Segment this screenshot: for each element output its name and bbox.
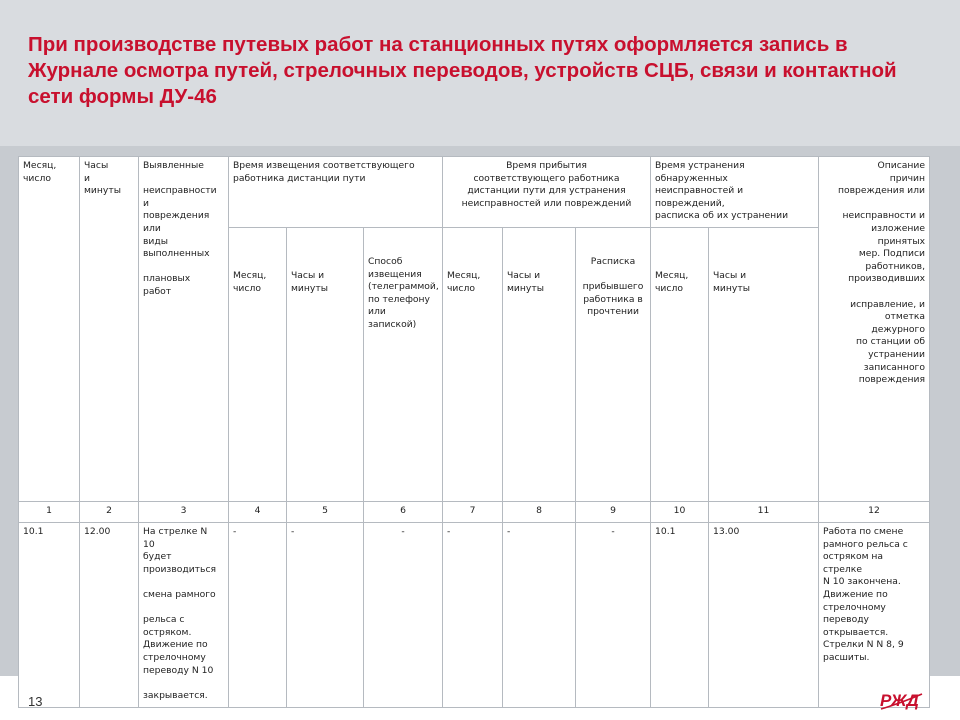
column-number: 3 [139,502,229,523]
cell-hours: 12.00 [80,523,139,708]
column-number: 12 [819,502,930,523]
header-month-day: Месяц, число [19,157,80,502]
header-fix-time: Время устранения обнаруженных неисправностей и повреждений, расписка об их устранении [651,157,819,228]
cell-description: На стрелке N 10 будет производиться смена рамного рельса с остряком. Движение по стрелочному переводу N 10 закрывается. [139,523,229,708]
subheader-receipt: Расписка прибывшего работника в прочтении [576,228,651,502]
subheader-month: Месяц, число [229,228,287,502]
column-numbers-row [19,502,930,523]
subheader-method: Способ извещения (телеграммой, по телефону или запиской) [364,228,443,502]
cell-arrival-month: - [443,523,503,708]
subheader-month: Месяц, число [651,228,709,502]
slide-title: При производстве путевых работ на станционных путях оформляется запись в Журнале осмотра путей, стрелочных переводов, устройств СЦБ, связи и контактной сети формы ДУ-46 [28,33,897,108]
subheader-hours: Часы и минуты [503,228,576,502]
cell-notify-hours: - [287,523,364,708]
journal-table [18,156,930,708]
rzd-logo-text: РЖД [880,691,919,710]
cell-fix-description: Работа по смене рамного рельса с остряком на стрелке N 10 закончена. Движение по стрелочному переводу открывается. Стрелки N N 8, 9 расшиты. [819,523,930,708]
rzd-logo-icon [878,688,924,712]
cell-notify-method: - [364,523,443,708]
header-hours-minutes: Часы и минуты [80,157,139,502]
header-detected-faults: Выявленные неисправности и повреждения или виды выполненных плановых работ [139,157,229,502]
column-number: 9 [576,502,651,523]
subheader-month: Месяц, число [443,228,503,502]
column-number: 11 [709,502,819,523]
column-number: 5 [287,502,364,523]
header-description: Описание причин повреждения или неисправности и изложение принятых мер. Подписи работников, производивших исправление, и отметка дежурного по станции об устранении записанного повреждения [819,157,930,502]
subheader-hours: Часы и минуты [287,228,364,502]
subheader-hours: Часы и минуты [709,228,819,502]
cell-fix-month: 10.1 [651,523,709,708]
cell-arrival-receipt: - [576,523,651,708]
header-notify-time: Время извещения соответствующего работника дистанции пути [229,157,443,228]
cell-arrival-hours: - [503,523,576,708]
table-row [19,523,930,708]
header-row-1 [19,157,930,228]
column-number: 10 [651,502,709,523]
cell-month: 10.1 [19,523,80,708]
header-arrival-time: Время прибытия соответствующего работника дистанции пути для устранения неисправностей или повреждений [443,157,651,228]
column-number: 1 [19,502,80,523]
column-number: 6 [364,502,443,523]
column-number: 8 [503,502,576,523]
page-number: 13 [28,694,43,709]
column-number: 4 [229,502,287,523]
column-number: 7 [443,502,503,523]
column-number: 2 [80,502,139,523]
cell-fix-hours: 13.00 [709,523,819,708]
cell-notify-month: - [229,523,287,708]
